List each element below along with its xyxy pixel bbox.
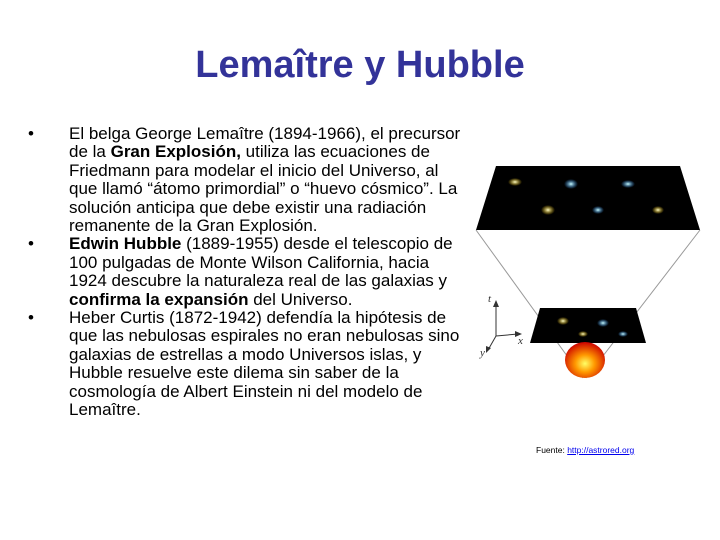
galaxy-icon [592, 206, 604, 214]
axis-t-label: t [488, 293, 492, 305]
middle-plane [530, 308, 646, 343]
galaxy-icon [621, 180, 635, 188]
bullet-marker: • [28, 308, 34, 328]
galaxy-icon [557, 317, 569, 325]
top-plane [476, 166, 700, 230]
galaxy-icon [541, 205, 555, 215]
bullet-text: El belga George Lemaître (1894-1966), el precursor de la [69, 124, 461, 162]
bullet-text: (1889-1955) desde el telescopio de 100 pulgadas de Monte Wilson California, hacia 1924 descubre la naturaleza real de las galaxias y [69, 234, 453, 291]
galaxy-icon [508, 178, 522, 186]
bullet-text: Heber Curtis (1872-1942) defendía la hipótesis de que las nebulosas espirales no eran nebulosas sino galaxias de estrellas a modo Universos islas, y Hubble resuelve este dilema sin saber de la cosmología de Albert Einstein ni del modelo de Lemaître. [69, 308, 460, 420]
bullet-item [28, 125, 468, 235]
big-bang-fireball [565, 342, 605, 378]
galaxy-icon [652, 206, 664, 214]
bullet-text-bold: Gran Explosión, [110, 142, 241, 162]
bullet-text-bold: Edwin Hubble [69, 234, 182, 254]
bullet-item [28, 235, 468, 309]
bullet-text: utiliza las ecuaciones de Friedmann para modelar el inicio del Universo, al que llamó “átomo primordial” o “huevo cósmico”. La solución anticipa que debe existir una radiación remanente de la Gran Explosión. [69, 142, 458, 236]
bullet-marker: • [28, 234, 34, 254]
galaxy-icon [618, 331, 628, 337]
axis-y-label: y [480, 347, 485, 359]
bullet-text: del Universo. [248, 289, 353, 309]
galaxy-icon [578, 331, 588, 337]
bullet-item [28, 309, 468, 419]
galaxy-icon [564, 179, 578, 189]
bullet-marker: • [28, 124, 34, 143]
slide-title: Lemaître y Hubble [195, 44, 525, 86]
expansion-cone-svg [468, 158, 708, 398]
source-link[interactable]: http://astrored.org [567, 445, 635, 455]
axis-x-label: x [518, 335, 523, 347]
bullet-list [28, 125, 468, 420]
galaxy-icon [597, 319, 609, 327]
universe-expansion-diagram [468, 158, 708, 398]
bullet-text-bold: confirma la expansión [69, 289, 249, 309]
caption-prefix: Fuente: [536, 445, 568, 455]
source-caption [536, 445, 634, 455]
